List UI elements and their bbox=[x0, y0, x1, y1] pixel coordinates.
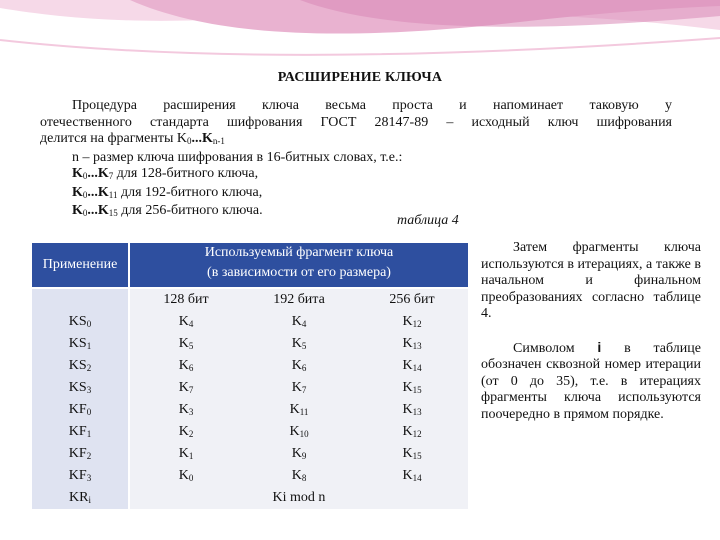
table-row-app: $KS_1$ bbox=[68, 336, 92, 351]
side-text bbox=[481, 240, 701, 439]
table-row-app: $KF_0$ bbox=[68, 402, 92, 417]
table-cell-256: $K_{15}$ bbox=[402, 446, 422, 461]
intro-line-1: Процедура расширения ключа весьма проста и напоминает таковую у bbox=[72, 98, 672, 113]
table-cell-192: $K_8$ bbox=[291, 468, 307, 483]
intro-text bbox=[40, 98, 672, 222]
table-row-app: $KS_0$ bbox=[68, 314, 92, 329]
table-cell-128: $K_1$ bbox=[178, 446, 194, 461]
size-256: 256 бит bbox=[389, 292, 435, 307]
side-paragraph-1: Затем фрагменты ключа используются в итерациях, а также в начальном и финальном преобразованиях согласно таблице 4. bbox=[481, 240, 701, 321]
table-row-app: $KF_2$ bbox=[68, 446, 92, 461]
table-row-app-kr: $KR_i$ bbox=[69, 490, 91, 505]
intro-line-4: n – размер ключа шифрования в 16-битных словах, т.е.: bbox=[72, 149, 403, 165]
side-paragraph-2: Символом i в таблице обозначен сквозной номер итерации (от 0 до 35), т.е. в итерациях фрагменты ключа используются поочередно в прямом порядке. bbox=[481, 338, 701, 422]
table-cell-256: $K_{13}$ bbox=[402, 336, 422, 351]
table-row-app: $KS_2$ bbox=[68, 358, 92, 373]
page-title: РАСШИРЕНИЕ КЛЮЧА bbox=[277, 70, 443, 85]
key-line-256: $K_0...K_{15}$ для 256-битного ключа. bbox=[72, 203, 263, 218]
table-row-app: $KF_1$ bbox=[68, 424, 92, 439]
intro-line-3: делится на фрагменты $K_0...K_{n-1}$ bbox=[40, 131, 225, 146]
table-cell-256: $K_{12}$ bbox=[402, 424, 422, 439]
table-cell-256: $K_{15}$ bbox=[402, 380, 422, 395]
decorative-header-waves bbox=[0, 0, 720, 70]
table-cell-128: $K_3$ bbox=[178, 402, 194, 417]
table-cell-128: $K_4$ bbox=[178, 314, 194, 329]
table-cell-192: $K_7$ bbox=[291, 380, 307, 395]
table-cell-192: $K_5$ bbox=[291, 336, 307, 351]
table-cell-128: $K_5$ bbox=[178, 336, 194, 351]
table-row-app: $KS_3$ bbox=[68, 380, 92, 395]
key-line-192: $K_0...K_{11}$ для 192-битного ключа, bbox=[72, 184, 263, 200]
table-cell-128: $K_6$ bbox=[178, 358, 194, 373]
table-cell-128: $K_7$ bbox=[178, 380, 194, 395]
header-application: Применение bbox=[32, 243, 128, 287]
table-cell-256: $K_{12}$ bbox=[402, 314, 422, 329]
header-fragment: Используемый фрагмент ключа (в зависимости от его размера) bbox=[130, 243, 468, 287]
intro-line-2: отечественного стандарта шифрования ГОСТ 28147-89 – исходный ключ шифрования bbox=[40, 114, 672, 130]
size-128: 128 бит bbox=[163, 292, 209, 307]
table-cell-192: $K_6$ bbox=[291, 358, 307, 373]
size-192: 192 бита bbox=[273, 292, 325, 307]
table-cell-256: $K_{14}$ bbox=[402, 358, 422, 373]
table-cell-192: $K_4$ bbox=[291, 314, 307, 329]
key-line-128: $K_0...K_7$ для 128-битного ключа, bbox=[72, 166, 259, 181]
table-cell-256: $K_{14}$ bbox=[402, 468, 422, 483]
table-row-kr-value: Ki mod n bbox=[272, 490, 326, 505]
table-cell-128: $K_0$ bbox=[178, 468, 194, 483]
table-caption: таблица 4 bbox=[397, 213, 459, 228]
table-cell-256: $K_{13}$ bbox=[402, 402, 422, 417]
table-row-app: $KF_3$ bbox=[68, 468, 92, 483]
table-cell-192: $K_{11}$ bbox=[289, 402, 309, 417]
table-cell-192: $K_9$ bbox=[291, 446, 307, 461]
table-cell-128: $K_2$ bbox=[178, 424, 194, 439]
table-cell-192: $K_{10}$ bbox=[289, 424, 309, 439]
